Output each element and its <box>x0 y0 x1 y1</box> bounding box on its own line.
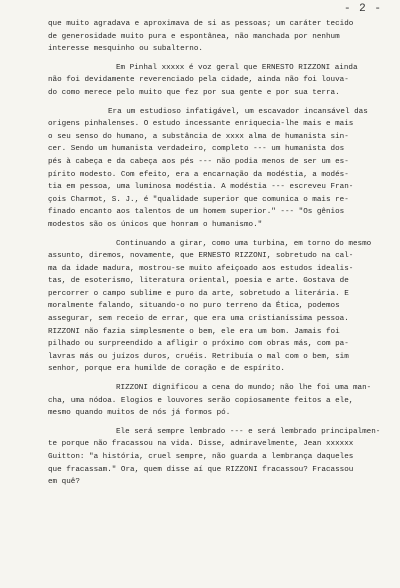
paragraph <box>48 18 393 56</box>
text-line: çois Charmot, S. J., é "qualidade superior que comunica o mais re- <box>48 195 349 204</box>
text-line: Guitton: "a história, cruel sempre, não guarda a lembrança daqueles <box>48 453 354 461</box>
paragraph <box>48 62 393 100</box>
text-line: assegurar, sem receio de errar, que era uma cristianíssima pessoa. <box>48 315 349 324</box>
text-line: finado encanto aos talentos de um homem superior." --- "Os gênios <box>48 208 345 217</box>
paragraph <box>48 238 393 377</box>
text-line: origens pinhalenses. O estudo incessante enriquecia-lhe mais e mais <box>48 120 354 129</box>
text-line: do como merece pelo muito que fez por sua gente e por sua terra. <box>48 88 340 97</box>
text-line: em quê? <box>48 478 80 487</box>
text-line: o seu senso do humano, a substância de xxxx alma de humanista sin- <box>48 132 349 141</box>
text-line: lavras más ou juízos duros, cruéis. Retribuía o mal com o bem, sim <box>48 352 349 361</box>
text-line: interesse mesquinho ou subalterno. <box>48 45 203 54</box>
text-line: moralmente falando, situando-o no puro terreno da Ética, podemos <box>48 302 340 311</box>
text-line: cha, uma nódoa. Elogios e louvores serão copiosamente feitos a ele, <box>48 396 354 405</box>
text-line: RIZZONI não fazia simplesmente o bem, ele era um bom. Jamais foi <box>48 327 340 336</box>
text-line: de generosidade muito pura e espontânea, não manchada por nenhum <box>48 32 340 41</box>
text-line: que fracassam." Ora, quem disse aí que RIZZONI fracassou? Fracassou <box>48 465 354 474</box>
text-line: pés à cabeça e da cabeça aos pés --- não podia menos de ser um es- <box>48 157 349 166</box>
page-number: - 2 - <box>343 3 382 15</box>
paragraph <box>48 106 393 232</box>
document-body <box>48 18 393 495</box>
text-line: modestos são os únicos que honram o humanismo." <box>48 220 263 229</box>
paragraph <box>48 382 393 420</box>
text-line: tia em pessoa, uma luminosa modéstia. A modéstia --- escreveu Fran- <box>48 183 354 192</box>
text-line: pilhado ou surpreendido a afligir o próximo com obras más, com pa- <box>48 340 349 349</box>
text-line: que muito agradava e aproximava de si as pessoas; um caráter tecido <box>48 20 354 28</box>
text-line: pírito modesto. Com efeito, era a encarnação da modéstia, a modés- <box>48 170 349 179</box>
text-line: assunto, diremos, novamente, que ERNESTO RIZZONI, sobretudo na cal- <box>48 252 354 261</box>
text-line: RIZZONI dignificou a cena do mundo; não lhe foi uma man- <box>116 384 372 393</box>
text-line: percorrer o campo sublime e puro da arte, sobretudo a literária. E <box>48 289 349 298</box>
text-line: não foi devidamente reverenciado pela cidade, ainda não foi louva- <box>48 76 349 85</box>
text-line: te porque não fracassou na vida. Disse, admiravelmente, Jean xxxxxx <box>48 440 354 449</box>
text-line: senhor, porque era humilde de coração e de espírito. <box>48 365 285 374</box>
text-line: Ele será sempre lembrado --- e será lembrado principalmen- <box>116 427 381 436</box>
text-line: mesmo quando muitos de nós já formos pó. <box>48 409 231 418</box>
text-line: Continuando a girar, como uma turbina, em torno do mesmo <box>116 239 372 248</box>
text-line: ma da idade madura, mostrou-se muito afeiçoado aos estudos idealis- <box>48 264 354 273</box>
text-line: cer. Sendo um humanista verdadeiro, completo --- um humanista dos <box>48 145 345 154</box>
text-line: Em Pinhal xxxxx é voz geral que ERNESTO RIZZONI ainda <box>116 63 358 72</box>
text-line: tas, de esoterismo, literatura oriental, poesia e arte. Gostava de <box>48 277 349 286</box>
text-line: Era um estudioso infatigável, um escavador incansável das <box>108 107 368 116</box>
paragraph <box>48 426 393 489</box>
